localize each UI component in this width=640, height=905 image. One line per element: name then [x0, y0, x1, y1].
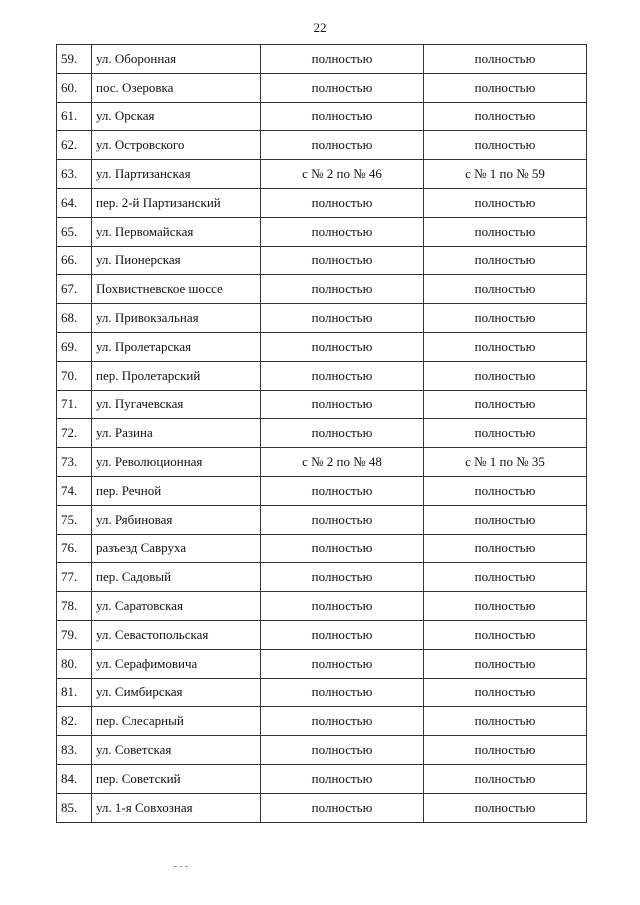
even-side-range: полностью: [261, 332, 424, 361]
street-name: ул. Пионерская: [92, 246, 261, 275]
row-number: 74.: [57, 476, 92, 505]
table-row: [57, 275, 587, 304]
table-row: [57, 160, 587, 189]
even-side-range: полностью: [261, 764, 424, 793]
even-side-range: полностью: [261, 390, 424, 419]
even-side-range: полностью: [261, 73, 424, 102]
even-side-range: полностью: [261, 246, 424, 275]
table-row: [57, 764, 587, 793]
odd-side-range: полностью: [424, 649, 587, 678]
even-side-range: полностью: [261, 620, 424, 649]
street-name: ул. Пролетарская: [92, 332, 261, 361]
street-name: ул. Партизанская: [92, 160, 261, 189]
odd-side-range: полностью: [424, 707, 587, 736]
even-side-range: полностью: [261, 476, 424, 505]
odd-side-range: полностью: [424, 476, 587, 505]
even-side-range: полностью: [261, 361, 424, 390]
row-number: 85.: [57, 793, 92, 822]
row-number: 80.: [57, 649, 92, 678]
table-row: [57, 678, 587, 707]
odd-side-range: полностью: [424, 217, 587, 246]
street-name: Похвистневское шоссе: [92, 275, 261, 304]
street-name: ул. Революционная: [92, 448, 261, 477]
street-name: ул. Островского: [92, 131, 261, 160]
even-side-range: полностью: [261, 188, 424, 217]
row-number: 81.: [57, 678, 92, 707]
table-row: [57, 246, 587, 275]
row-number: 61.: [57, 102, 92, 131]
even-side-range: полностью: [261, 102, 424, 131]
odd-side-range: полностью: [424, 592, 587, 621]
row-number: 67.: [57, 275, 92, 304]
odd-side-range: полностью: [424, 534, 587, 563]
table-row: [57, 649, 587, 678]
table-row: [57, 73, 587, 102]
street-name: ул. Серафимовича: [92, 649, 261, 678]
odd-side-range: полностью: [424, 563, 587, 592]
table-row: [57, 534, 587, 563]
row-number: 76.: [57, 534, 92, 563]
odd-side-range: полностью: [424, 620, 587, 649]
table-body: [57, 45, 587, 823]
table-row: [57, 793, 587, 822]
table-row: [57, 188, 587, 217]
street-name: ул. Саратовская: [92, 592, 261, 621]
row-number: 69.: [57, 332, 92, 361]
row-number: 84.: [57, 764, 92, 793]
street-name: пер. Советский: [92, 764, 261, 793]
table-row: [57, 736, 587, 765]
row-number: 70.: [57, 361, 92, 390]
even-side-range: полностью: [261, 304, 424, 333]
row-number: 66.: [57, 246, 92, 275]
street-name: ул. Советская: [92, 736, 261, 765]
street-name: пер. Речной: [92, 476, 261, 505]
street-name: ул. Первомайская: [92, 217, 261, 246]
even-side-range: полностью: [261, 678, 424, 707]
table-row: [57, 131, 587, 160]
row-number: 79.: [57, 620, 92, 649]
odd-side-range: полностью: [424, 275, 587, 304]
even-side-range: полностью: [261, 131, 424, 160]
even-side-range: полностью: [261, 45, 424, 74]
street-name: пер. 2-й Партизанский: [92, 188, 261, 217]
table-row: [57, 102, 587, 131]
even-side-range: полностью: [261, 217, 424, 246]
street-name: ул. Севастопольская: [92, 620, 261, 649]
street-name: пер. Садовый: [92, 563, 261, 592]
even-side-range: полностью: [261, 793, 424, 822]
row-number: 64.: [57, 188, 92, 217]
street-name: ул. Пугачевская: [92, 390, 261, 419]
row-number: 68.: [57, 304, 92, 333]
street-name: пос. Озеровка: [92, 73, 261, 102]
odd-side-range: полностью: [424, 419, 587, 448]
table-row: [57, 390, 587, 419]
odd-side-range: полностью: [424, 246, 587, 275]
odd-side-range: полностью: [424, 736, 587, 765]
odd-side-range: с № 1 по № 35: [424, 448, 587, 477]
table-row: [57, 707, 587, 736]
row-number: 78.: [57, 592, 92, 621]
table-row: [57, 332, 587, 361]
table-row: [57, 361, 587, 390]
odd-side-range: полностью: [424, 764, 587, 793]
table-row: [57, 45, 587, 74]
streets-table: [56, 44, 587, 823]
street-name: пер. Слесарный: [92, 707, 261, 736]
street-name: ул. Симбирская: [92, 678, 261, 707]
odd-side-range: полностью: [424, 304, 587, 333]
page-number: 22: [313, 20, 327, 35]
odd-side-range: с № 1 по № 59: [424, 160, 587, 189]
odd-side-range: полностью: [424, 793, 587, 822]
odd-side-range: полностью: [424, 390, 587, 419]
street-name: разъезд Савруха: [92, 534, 261, 563]
street-name: ул. Оборонная: [92, 45, 261, 74]
even-side-range: с № 2 по № 48: [261, 448, 424, 477]
street-name: ул. Привокзальная: [92, 304, 261, 333]
table-row: [57, 563, 587, 592]
table-row: [57, 448, 587, 477]
table-row: [57, 505, 587, 534]
even-side-range: полностью: [261, 419, 424, 448]
row-number: 72.: [57, 419, 92, 448]
even-side-range: полностью: [261, 592, 424, 621]
odd-side-range: полностью: [424, 505, 587, 534]
even-side-range: полностью: [261, 563, 424, 592]
table-row: [57, 476, 587, 505]
row-number: 83.: [57, 736, 92, 765]
row-number: 82.: [57, 707, 92, 736]
row-number: 60.: [57, 73, 92, 102]
row-number: 62.: [57, 131, 92, 160]
even-side-range: полностью: [261, 707, 424, 736]
odd-side-range: полностью: [424, 188, 587, 217]
row-number: 75.: [57, 505, 92, 534]
even-side-range: полностью: [261, 275, 424, 304]
even-side-range: полностью: [261, 736, 424, 765]
row-number: 59.: [57, 45, 92, 74]
odd-side-range: полностью: [424, 678, 587, 707]
street-name: ул. Разина: [92, 419, 261, 448]
street-name: ул. 1-я Совхозная: [92, 793, 261, 822]
row-number: 63.: [57, 160, 92, 189]
row-number: 71.: [57, 390, 92, 419]
table-row: [57, 419, 587, 448]
row-number: 77.: [57, 563, 92, 592]
even-side-range: полностью: [261, 505, 424, 534]
table-row: [57, 592, 587, 621]
even-side-range: с № 2 по № 46: [261, 160, 424, 189]
odd-side-range: полностью: [424, 131, 587, 160]
table-row: [57, 620, 587, 649]
street-name: пер. Пролетарский: [92, 361, 261, 390]
even-side-range: полностью: [261, 534, 424, 563]
table-row: [57, 217, 587, 246]
street-name: ул. Орская: [92, 102, 261, 131]
even-side-range: полностью: [261, 649, 424, 678]
table-row: [57, 304, 587, 333]
odd-side-range: полностью: [424, 332, 587, 361]
odd-side-range: полностью: [424, 102, 587, 131]
footer-mark: [174, 866, 188, 869]
row-number: 73.: [57, 448, 92, 477]
odd-side-range: полностью: [424, 361, 587, 390]
odd-side-range: полностью: [424, 45, 587, 74]
row-number: 65.: [57, 217, 92, 246]
street-name: ул. Рябиновая: [92, 505, 261, 534]
odd-side-range: полностью: [424, 73, 587, 102]
